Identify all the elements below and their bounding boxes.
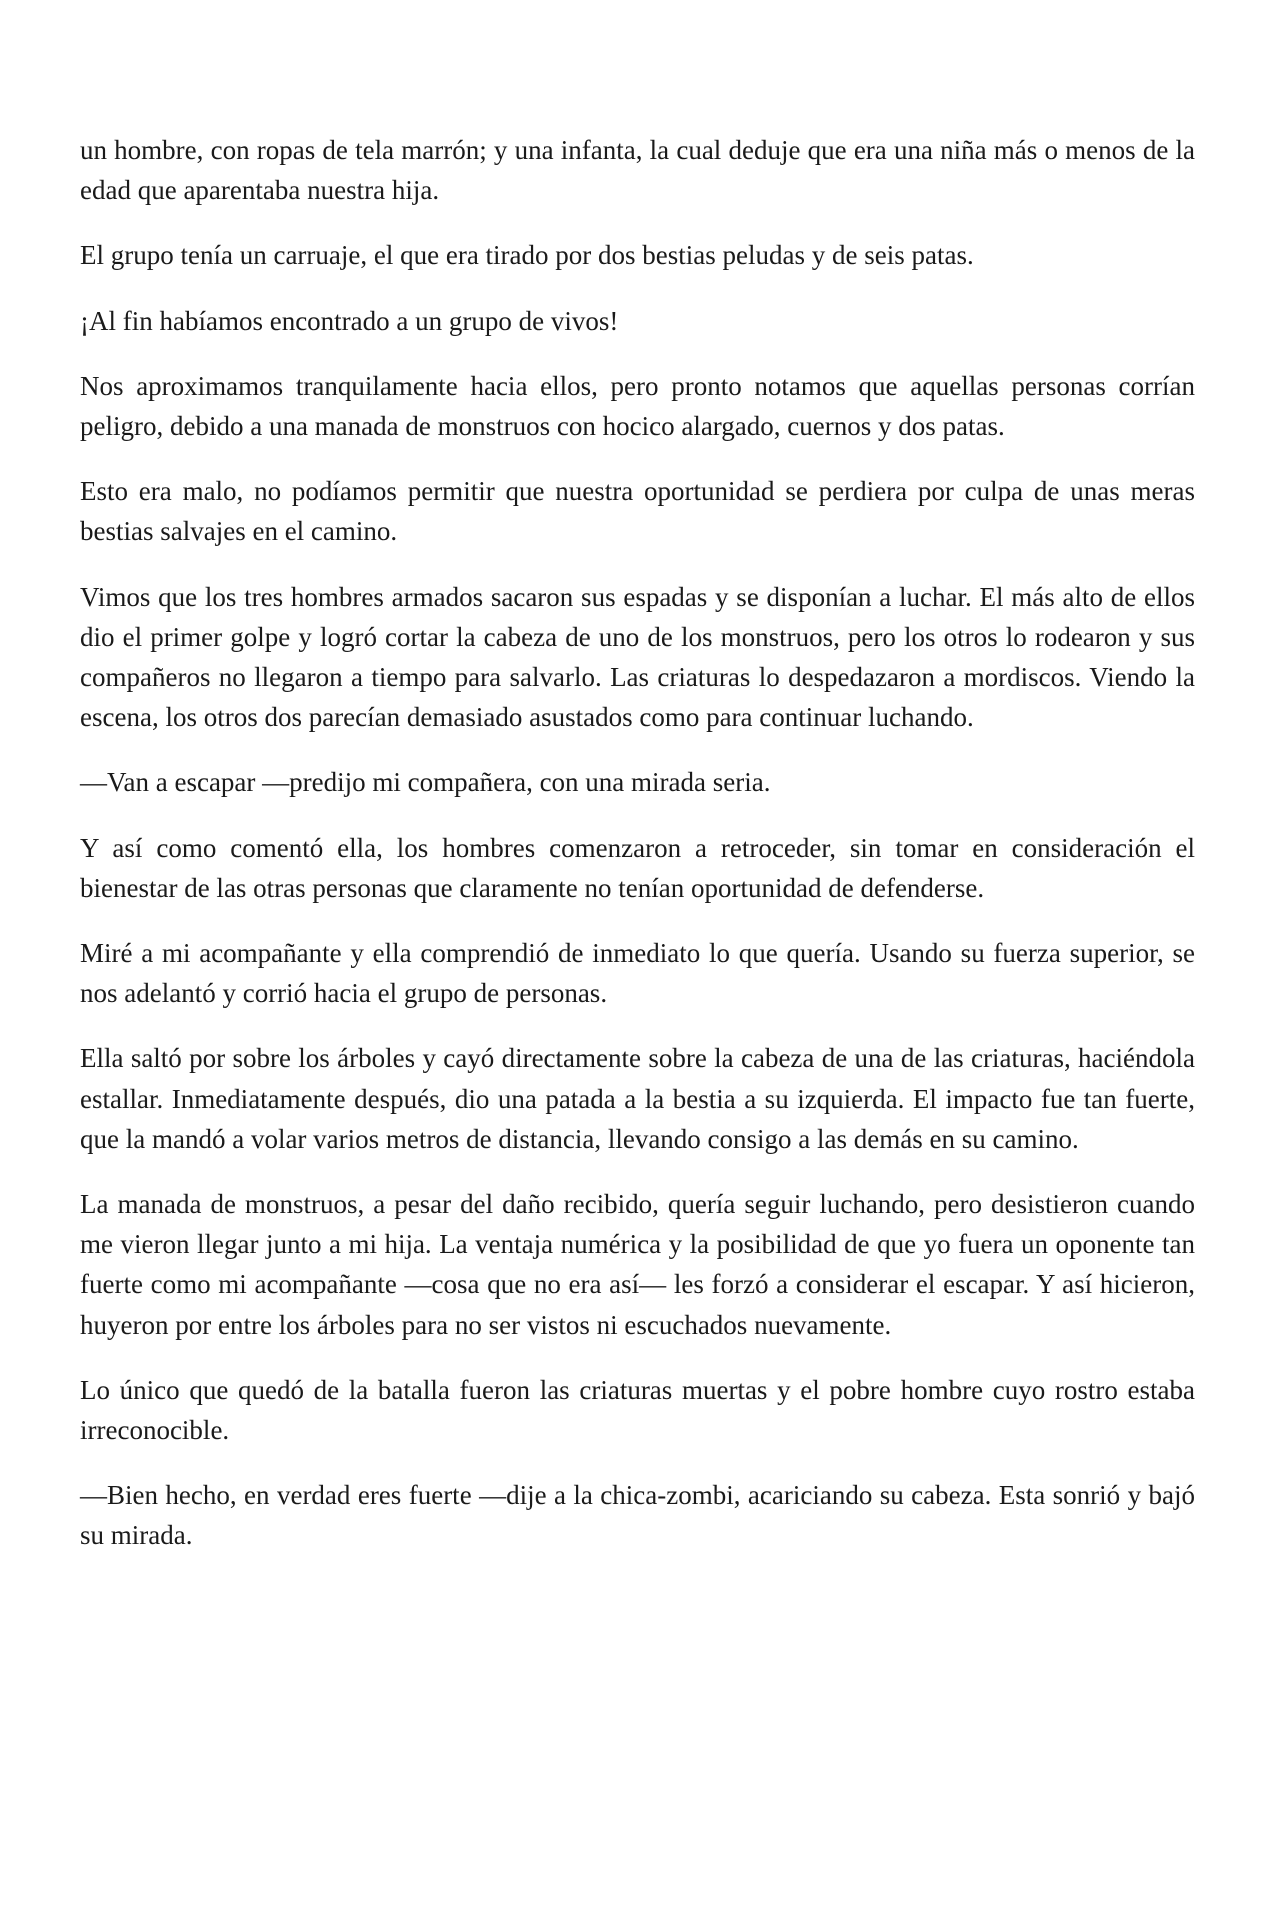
paragraph-13: —Bien hecho, en verdad eres fuerte —dije a la chica-zombi, acariciando su cabeza. Esta sonrió y bajó su mirada. — [80, 1480, 1195, 1551]
paragraph-2: El grupo tenía un carruaje, el que era tirado por dos bestias peludas y de seis patas. — [80, 240, 974, 271]
paragraph-4: Nos aproximamos tranquilamente hacia ellos, pero pronto notamos que aquellas personas corrían peligro, debido a una manada de monstruos con hocico alargado, cuernos y dos patas. — [80, 370, 1195, 442]
paragraph-11: La manada de monstruos, a pesar del daño recibido, quería seguir luchando, pero desistieron cuando me vieron llegar junto a mi hija. La ventaja numérica y la posibilidad de que yo fuera un oponente tan fuerte como mi acompañante —cosa que no era así— les forzó a considerar el escapar. Y así hicieron, huyeron por entre los árboles para no ser vistos ni escuchados nuevamente. — [80, 1189, 1195, 1340]
paragraph-3: ¡Al fin habíamos encontrado a un grupo de vivos! — [80, 305, 619, 336]
paragraph-9: Miré a mi acompañante y ella comprendió de inmediato lo que quería. Usando su fuerza superior, se nos adelantó y corrió hacia el grupo de personas. — [80, 938, 1195, 1009]
paragraph-8: Y así como comentó ella, los hombres comenzaron a retroceder, sin tomar en consideración el bienestar de las otras personas que claramente no tenían oportunidad de defenderse. — [80, 832, 1195, 903]
paragraph-12: Lo único que quedó de la batalla fueron las criaturas muertas y el pobre hombre cuyo rostro estaba irreconocible. — [80, 1374, 1195, 1446]
document-page — [80, 130, 1195, 1581]
paragraph-6: Vimos que los tres hombres armados sacaron sus espadas y se disponían a luchar. El más alto de ellos dio el primer golpe y logró cortar la cabeza de uno de los monstruos, pero los otros lo rodearon y sus compañeros no llegaron a tiempo para salvarlo. Las criaturas lo despedazaron a mordiscos. Viendo la escena, los otros dos parecían demasiado asustados como para continuar luchando. — [80, 581, 1195, 733]
paragraph-1: un hombre, con ropas de tela marrón; y una infanta, la cual deduje que era una niña más o menos de la edad que aparentaba nuestra hija. — [80, 135, 1195, 206]
paragraph-5: Esto era malo, no podíamos permitir que nuestra oportunidad se perdiera por culpa de unas meras bestias salvajes en el camino. — [80, 476, 1195, 547]
paragraph-7: —Van a escapar —predijo mi compañera, con una mirada seria. — [80, 767, 771, 798]
paragraph-10: Ella saltó por sobre los árboles y cayó directamente sobre la cabeza de una de las criaturas, haciéndola estallar. Inmediatamente después, dio una patada a la bestia a su izquierda. El impacto fue tan fuerte, que la mandó a volar varios metros de distancia, llevando consigo a las demás en su camino. — [80, 1043, 1195, 1154]
